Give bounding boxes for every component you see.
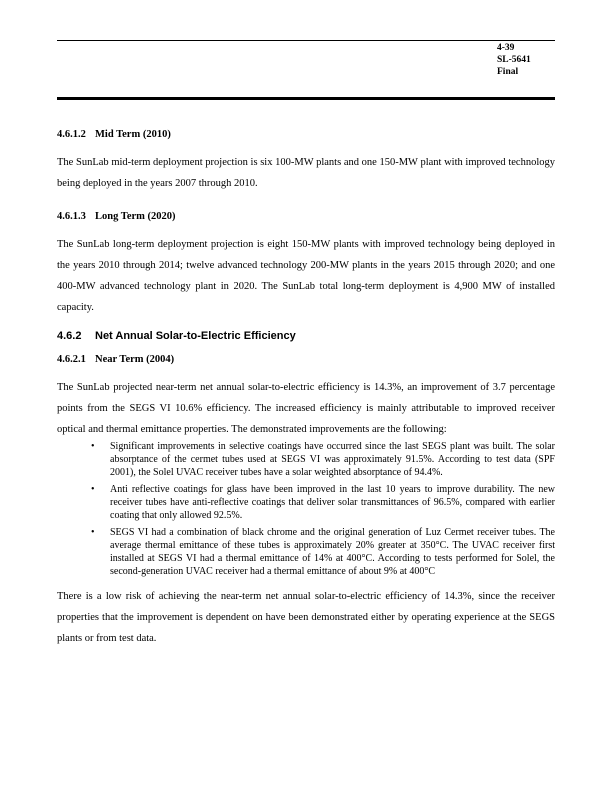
bullet-item-anti-reflective-coatings: • Anti reflective coatings for glass have been improved in the last 10 years to improve durability. The new receiver tubes have anti-reflective coatings that deliver solar transmittances of 96.5%, compared with earlier coating that only allowed 92.5%. [57,483,555,522]
document-number: SL-5641 [497,55,531,65]
section-heading-efficiency [57,329,555,344]
page-header-block [497,42,531,78]
section-number-mid-term: 4.6.1.2 [57,129,86,140]
document-status: Final [497,67,519,77]
section-number-long-term: 4.6.1.3 [57,211,86,222]
section-title-near-term: Near Term (2004) [95,354,175,365]
header-top-rule [57,40,555,41]
header-bottom-rule [57,97,555,100]
section-number-near-term: 4.6.2.1 [57,354,86,365]
section-heading-mid-term [57,128,555,142]
page-content [57,128,555,649]
near-term-intro-paragraph: The SunLab projected near-term net annual solar-to-electric efficiency is 14.3%, an improvement of 3.7 percentage points from the SEGS VI 10.6% efficiency. The increased efficiency is mainly attributable to improved receiver optical and thermal emittance properties. The demonstrated improvements are the following: [57,382,555,435]
bullet-item-thermal-emittance: • SEGS VI had a combination of black chrome and the original generation of Luz Cermet receiver tubes. The average thermal emittance of these tubes is approximately 20% greater at 350°C. The UVAC receiver first installed at SEGS VI had a thermal emittance of 14% at 400°C. According to tests performed for Solel, the second-generation UVAC receiver had a thermal emittance of about 9% at 400°C [57,526,555,578]
long-term-paragraph: The SunLab long-term deployment projection is eight 150-MW plants with improved technology being deployed in the years 2010 through 2014; twelve advanced technology 200-MW plants in the years 2015 through 2020; and one 400-MW advanced technology plant in 2020. The SunLab total long-term deployment is 4,900 MW of installed capacity. [57,239,555,313]
section-title-long-term: Long Term (2020) [95,211,176,222]
section-heading-near-term [57,353,555,367]
mid-term-paragraph: The SunLab mid-term deployment projection is six 100-MW plants and one 150-MW plant with improved technology being deployed in the years 2007 through 2010. [57,157,555,189]
section-title-efficiency: Net Annual Solar-to-Electric Efficiency [95,330,296,342]
section-heading-long-term [57,210,555,224]
bullet-item-selective-coatings: • Significant improvements in selective coatings have occurred since the last SEGS plant was built. The solar absorptance of the cermet tubes used at SEGS VI was approximately 91.5%. According to test data (SPF 2001), the Solel UVAC receiver tubes have a solar weighted absorptance of 94.4%. [57,440,555,479]
page-number: 4-39 [497,43,515,53]
section-number-efficiency: 4.6.2 [57,330,82,342]
section-title-mid-term: Mid Term (2010) [95,129,171,140]
improvements-bullet-list [57,440,555,578]
near-term-closing-paragraph: There is a low risk of achieving the near-term net annual solar-to-electric efficiency of 14.3%, since the receiver properties that the improvement is dependent on have been demonstrated either by operating experience at the SEGS plants or from test data. [57,591,555,644]
